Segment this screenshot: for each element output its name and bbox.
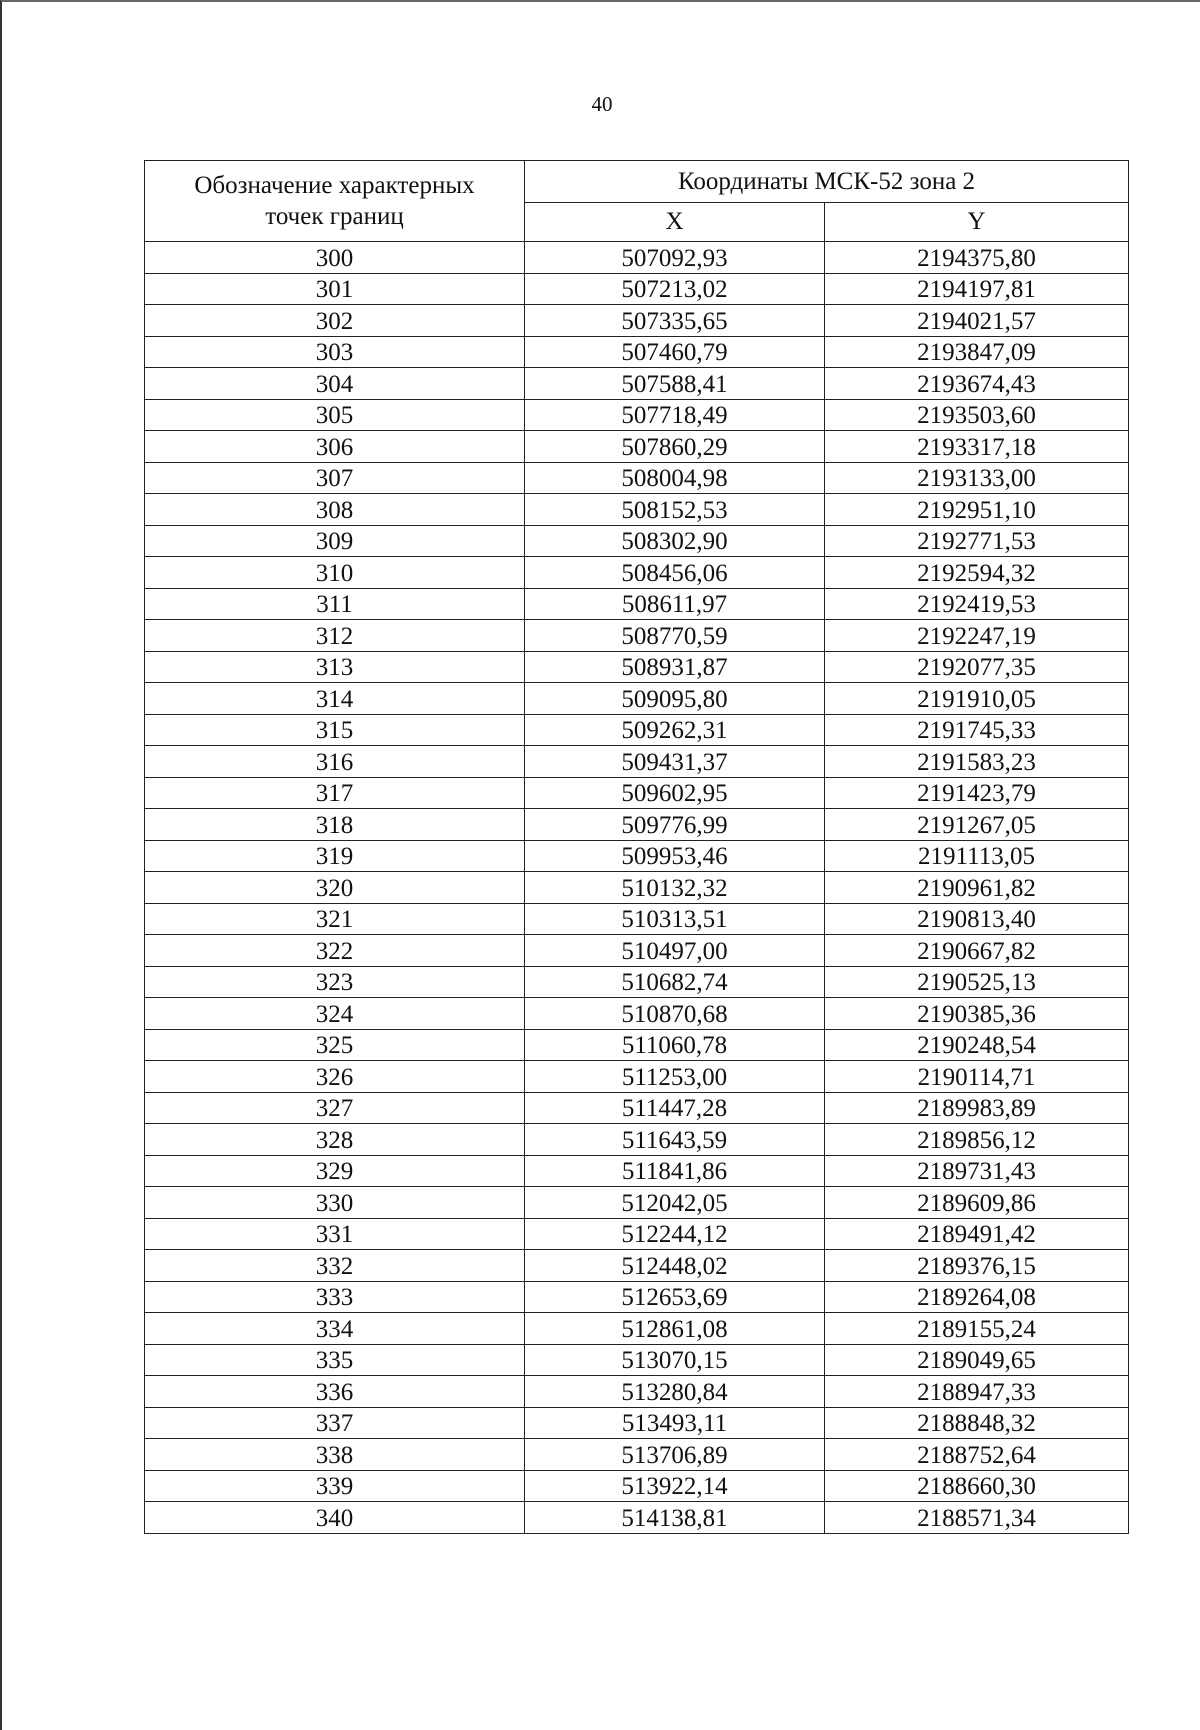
point-id-cell: 339 [145, 1470, 525, 1502]
x-coordinate-cell: 510497,00 [525, 935, 825, 967]
table-row [145, 305, 1129, 337]
x-coordinate-cell: 507460,79 [525, 336, 825, 368]
table-row [145, 1470, 1129, 1502]
table-row [145, 1407, 1129, 1439]
table-row [145, 935, 1129, 967]
x-coordinate-cell: 508302,90 [525, 525, 825, 557]
y-coordinate-cell: 2189264,08 [825, 1281, 1129, 1313]
x-coordinate-cell: 509602,95 [525, 777, 825, 809]
points-header-line1: Обозначение характерных [194, 172, 475, 199]
point-id-cell: 316 [145, 746, 525, 778]
point-id-cell: 333 [145, 1281, 525, 1313]
x-column-header: X [525, 202, 825, 242]
y-coordinate-cell: 2193317,18 [825, 431, 1129, 463]
table-row [145, 620, 1129, 652]
y-column-header: Y [825, 202, 1129, 242]
x-coordinate-cell: 510313,51 [525, 903, 825, 935]
x-coordinate-cell: 508152,53 [525, 494, 825, 526]
x-coordinate-cell: 508004,98 [525, 462, 825, 494]
table-row [145, 1092, 1129, 1124]
x-coordinate-cell: 512861,08 [525, 1313, 825, 1345]
x-coordinate-cell: 512653,69 [525, 1281, 825, 1313]
table-row [145, 683, 1129, 715]
point-id-cell: 305 [145, 399, 525, 431]
coordinates-group-header: Координаты МСК-52 зона 2 [525, 161, 1129, 203]
y-coordinate-cell: 2192771,53 [825, 525, 1129, 557]
x-coordinate-cell: 510132,32 [525, 872, 825, 904]
x-coordinate-cell: 507213,02 [525, 273, 825, 305]
table-header [145, 161, 1129, 242]
y-coordinate-cell: 2191267,05 [825, 809, 1129, 841]
table-row [145, 242, 1129, 274]
point-id-cell: 313 [145, 651, 525, 683]
y-coordinate-cell: 2190114,71 [825, 1061, 1129, 1093]
y-coordinate-cell: 2192594,32 [825, 557, 1129, 589]
point-id-cell: 321 [145, 903, 525, 935]
points-column-header [145, 161, 525, 242]
x-coordinate-cell: 511841,86 [525, 1155, 825, 1187]
table-row [145, 651, 1129, 683]
y-coordinate-cell: 2189609,86 [825, 1187, 1129, 1219]
table-row [145, 273, 1129, 305]
y-coordinate-cell: 2189155,24 [825, 1313, 1129, 1345]
table-row [145, 1281, 1129, 1313]
x-coordinate-cell: 511253,00 [525, 1061, 825, 1093]
y-coordinate-cell: 2190961,82 [825, 872, 1129, 904]
table-row [145, 462, 1129, 494]
y-coordinate-cell: 2190525,13 [825, 966, 1129, 998]
table-row [145, 1218, 1129, 1250]
point-id-cell: 325 [145, 1029, 525, 1061]
point-id-cell: 340 [145, 1502, 525, 1534]
table-body [145, 242, 1129, 1534]
table-row [145, 714, 1129, 746]
x-coordinate-cell: 509095,80 [525, 683, 825, 715]
point-id-cell: 301 [145, 273, 525, 305]
points-header-line2: точек границ [265, 203, 404, 230]
x-coordinate-cell: 509262,31 [525, 714, 825, 746]
x-coordinate-cell: 513493,11 [525, 1407, 825, 1439]
point-id-cell: 304 [145, 368, 525, 400]
table-row [145, 840, 1129, 872]
table-row [145, 1439, 1129, 1471]
table-row [145, 966, 1129, 998]
y-coordinate-cell: 2189983,89 [825, 1092, 1129, 1124]
point-id-cell: 306 [145, 431, 525, 463]
point-id-cell: 330 [145, 1187, 525, 1219]
y-coordinate-cell: 2189049,65 [825, 1344, 1129, 1376]
point-id-cell: 311 [145, 588, 525, 620]
y-coordinate-cell: 2192247,19 [825, 620, 1129, 652]
table-row [145, 872, 1129, 904]
y-coordinate-cell: 2191745,33 [825, 714, 1129, 746]
point-id-cell: 331 [145, 1218, 525, 1250]
table-row [145, 1061, 1129, 1093]
point-id-cell: 322 [145, 935, 525, 967]
table-row [145, 1502, 1129, 1534]
y-coordinate-cell: 2189376,15 [825, 1250, 1129, 1282]
point-id-cell: 328 [145, 1124, 525, 1156]
point-id-cell: 315 [145, 714, 525, 746]
y-coordinate-cell: 2193133,00 [825, 462, 1129, 494]
x-coordinate-cell: 513706,89 [525, 1439, 825, 1471]
table-row [145, 1029, 1129, 1061]
point-id-cell: 326 [145, 1061, 525, 1093]
y-coordinate-cell: 2188848,32 [825, 1407, 1129, 1439]
x-coordinate-cell: 513070,15 [525, 1344, 825, 1376]
x-coordinate-cell: 509431,37 [525, 746, 825, 778]
point-id-cell: 336 [145, 1376, 525, 1408]
table-row [145, 588, 1129, 620]
coordinates-table [144, 160, 1129, 1534]
x-coordinate-cell: 514138,81 [525, 1502, 825, 1534]
y-coordinate-cell: 2188947,33 [825, 1376, 1129, 1408]
y-coordinate-cell: 2190813,40 [825, 903, 1129, 935]
x-coordinate-cell: 511060,78 [525, 1029, 825, 1061]
point-id-cell: 300 [145, 242, 525, 274]
x-coordinate-cell: 507335,65 [525, 305, 825, 337]
y-coordinate-cell: 2190667,82 [825, 935, 1129, 967]
x-coordinate-cell: 508611,97 [525, 588, 825, 620]
point-id-cell: 338 [145, 1439, 525, 1471]
y-coordinate-cell: 2189731,43 [825, 1155, 1129, 1187]
x-coordinate-cell: 508931,87 [525, 651, 825, 683]
point-id-cell: 309 [145, 525, 525, 557]
x-coordinate-cell: 508456,06 [525, 557, 825, 589]
y-coordinate-cell: 2192951,10 [825, 494, 1129, 526]
y-coordinate-cell: 2193674,43 [825, 368, 1129, 400]
y-coordinate-cell: 2188660,30 [825, 1470, 1129, 1502]
table-row [145, 557, 1129, 589]
table-row [145, 1187, 1129, 1219]
point-id-cell: 318 [145, 809, 525, 841]
x-coordinate-cell: 507092,93 [525, 242, 825, 274]
table-row [145, 903, 1129, 935]
y-coordinate-cell: 2194197,81 [825, 273, 1129, 305]
x-coordinate-cell: 512042,05 [525, 1187, 825, 1219]
point-id-cell: 310 [145, 557, 525, 589]
x-coordinate-cell: 513922,14 [525, 1470, 825, 1502]
point-id-cell: 323 [145, 966, 525, 998]
table-row [145, 1124, 1129, 1156]
point-id-cell: 307 [145, 462, 525, 494]
table-row [145, 1344, 1129, 1376]
table-row [145, 746, 1129, 778]
table-row [145, 399, 1129, 431]
page-number: 40 [591, 92, 613, 116]
y-coordinate-cell: 2188752,64 [825, 1439, 1129, 1471]
y-coordinate-cell: 2189491,42 [825, 1218, 1129, 1250]
x-coordinate-cell: 509776,99 [525, 809, 825, 841]
x-coordinate-cell: 512448,02 [525, 1250, 825, 1282]
y-coordinate-cell: 2190248,54 [825, 1029, 1129, 1061]
table-row [145, 368, 1129, 400]
point-id-cell: 337 [145, 1407, 525, 1439]
point-id-cell: 335 [145, 1344, 525, 1376]
point-id-cell: 319 [145, 840, 525, 872]
point-id-cell: 314 [145, 683, 525, 715]
point-id-cell: 312 [145, 620, 525, 652]
point-id-cell: 302 [145, 305, 525, 337]
table-row [145, 1155, 1129, 1187]
x-coordinate-cell: 508770,59 [525, 620, 825, 652]
point-id-cell: 324 [145, 998, 525, 1030]
point-id-cell: 303 [145, 336, 525, 368]
x-coordinate-cell: 507718,49 [525, 399, 825, 431]
x-coordinate-cell: 511643,59 [525, 1124, 825, 1156]
table-row [145, 1313, 1129, 1345]
x-coordinate-cell: 507588,41 [525, 368, 825, 400]
point-id-cell: 334 [145, 1313, 525, 1345]
x-coordinate-cell: 510870,68 [525, 998, 825, 1030]
table-row [145, 809, 1129, 841]
y-coordinate-cell: 2193503,60 [825, 399, 1129, 431]
x-coordinate-cell: 512244,12 [525, 1218, 825, 1250]
y-coordinate-cell: 2194375,80 [825, 242, 1129, 274]
x-coordinate-cell: 507860,29 [525, 431, 825, 463]
point-id-cell: 329 [145, 1155, 525, 1187]
y-coordinate-cell: 2191910,05 [825, 683, 1129, 715]
y-coordinate-cell: 2191113,05 [825, 840, 1129, 872]
x-coordinate-cell: 513280,84 [525, 1376, 825, 1408]
table-row [145, 494, 1129, 526]
point-id-cell: 332 [145, 1250, 525, 1282]
y-coordinate-cell: 2188571,34 [825, 1502, 1129, 1534]
y-coordinate-cell: 2192077,35 [825, 651, 1129, 683]
table-row [145, 336, 1129, 368]
table-row [145, 1376, 1129, 1408]
table-row [145, 431, 1129, 463]
x-coordinate-cell: 510682,74 [525, 966, 825, 998]
x-coordinate-cell: 509953,46 [525, 840, 825, 872]
point-id-cell: 327 [145, 1092, 525, 1124]
y-coordinate-cell: 2194021,57 [825, 305, 1129, 337]
table-row [145, 1250, 1129, 1282]
y-coordinate-cell: 2191423,79 [825, 777, 1129, 809]
table-row [145, 525, 1129, 557]
x-coordinate-cell: 511447,28 [525, 1092, 825, 1124]
point-id-cell: 308 [145, 494, 525, 526]
y-coordinate-cell: 2193847,09 [825, 336, 1129, 368]
y-coordinate-cell: 2189856,12 [825, 1124, 1129, 1156]
point-id-cell: 320 [145, 872, 525, 904]
table-row [145, 998, 1129, 1030]
y-coordinate-cell: 2192419,53 [825, 588, 1129, 620]
y-coordinate-cell: 2190385,36 [825, 998, 1129, 1030]
y-coordinate-cell: 2191583,23 [825, 746, 1129, 778]
table-row [145, 777, 1129, 809]
point-id-cell: 317 [145, 777, 525, 809]
